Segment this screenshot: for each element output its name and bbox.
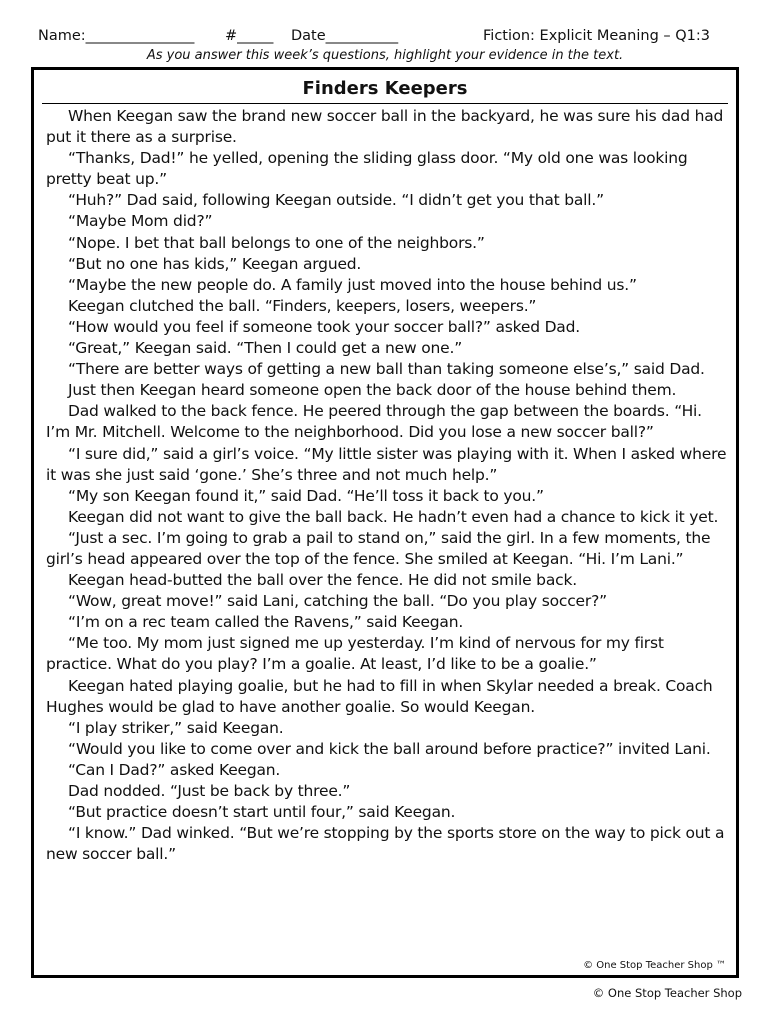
story-paragraph: “Thanks, Dad!” he yelled, opening the sliding glass door. “My old one was looking pretty beat up.” [46,149,688,189]
story-frame [31,67,739,978]
worksheet-header [38,28,738,48]
story-paragraph: “There are better ways of getting a new ball than taking someone else’s,” said Dad. [68,360,705,379]
story-paragraph: “How would you feel if someone took your soccer ball?” asked Dad. [68,317,580,336]
story-paragraph: “I sure did,” said a girl’s voice. “My little sister was playing with it. When I asked where it was she just said ‘gone.’ She’s three and not much help.” [46,444,727,484]
story-paragraph: “Wow, great move!” said Lani, catching the ball. “Do you play soccer?” [68,592,607,611]
story-paragraph: “Maybe Mom did?” [68,212,213,231]
story-paragraph: “I’m on a rec team called the Ravens,” said Keegan. [68,613,464,632]
story-paragraph: Just then Keegan heard someone open the back door of the house behind them. [68,381,677,400]
story-paragraph: “But practice doesn’t start until four,” said Keegan. [68,803,456,822]
inner-copyright: © One Stop Teacher Shop ™ [583,960,726,971]
story-paragraph: When Keegan saw the brand new soccer ball in the backyard, he was sure his dad had put it there as a surprise. [46,107,724,147]
title-rule [42,103,728,104]
story-paragraph: Keegan hated playing goalie, but he had to fill in when Skylar needed a break. Coach Hughes would be glad to have another goalie. So would Keegan. [46,676,713,716]
story-paragraph: “But no one has kids,” Keegan argued. [68,254,362,273]
story-paragraph: Keegan head-butted the ball over the fence. He did not smile back. [68,571,577,590]
story-paragraph: Dad walked to the back fence. He peered through the gap between the boards. “Hi. I’m Mr. Mitchell. Welcome to the neighborhood. Did you lose a new soccer ball?” [46,402,702,442]
story-paragraph: “Can I Dad?” asked Keegan. [68,760,281,779]
name-field-label: Name:_______________ [38,28,195,44]
number-field-label: #_____ [225,28,274,44]
story-paragraph: Keegan clutched the ball. “Finders, keepers, losers, weepers.” [68,296,537,315]
story-paragraph: “Huh?” Dad said, following Keegan outside. “I didn’t get you that ball.” [68,191,604,210]
skill-label: Fiction: Explicit Meaning – Q1:3 [483,28,711,44]
story-paragraph: “I play striker,” said Keegan. [68,718,284,737]
story-title: Finders Keepers [302,78,468,99]
story-paragraph: “Just a sec. I’m going to grab a pail to stand on,” said the girl. In a few moments, the girl’s head appeared over the top of the fence. She smiled at Keegan. “Hi. I’m Lani.” [46,528,711,568]
story-body [46,106,730,865]
story-paragraph: “Me too. My mom just signed me up yesterday. I’m kind of nervous for my first practice. What do you play? I’m a goalie. At least, I’d like to be a goalie.” [46,634,664,674]
story-paragraph: “Great,” Keegan said. “Then I could get a new one.” [68,339,463,358]
story-paragraph: “I know.” Dad winked. “But we’re stopping by the sports store on the way to pick out a new soccer ball.” [46,824,725,864]
story-paragraph: “Would you like to come over and kick the ball around before practice?” invited Lani. [68,739,711,758]
story-paragraph: Dad nodded. “Just be back by three.” [68,782,351,800]
story-paragraph: “Maybe the new people do. A family just moved into the house behind us.” [68,275,637,294]
story-paragraph: “Nope. I bet that ball belongs to one of the neighbors.” [68,233,485,252]
page-copyright: © One Stop Teacher Shop [592,986,742,1000]
date-field-label: Date__________ [291,28,399,44]
instruction-text: As you answer this week’s questions, highlight your evidence in the text. [146,48,624,63]
story-paragraph: Keegan did not want to give the ball back. He hadn’t even had a chance to kick it yet. [68,507,719,526]
story-paragraph: “My son Keegan found it,” said Dad. “He’ll toss it back to you.” [68,486,544,505]
